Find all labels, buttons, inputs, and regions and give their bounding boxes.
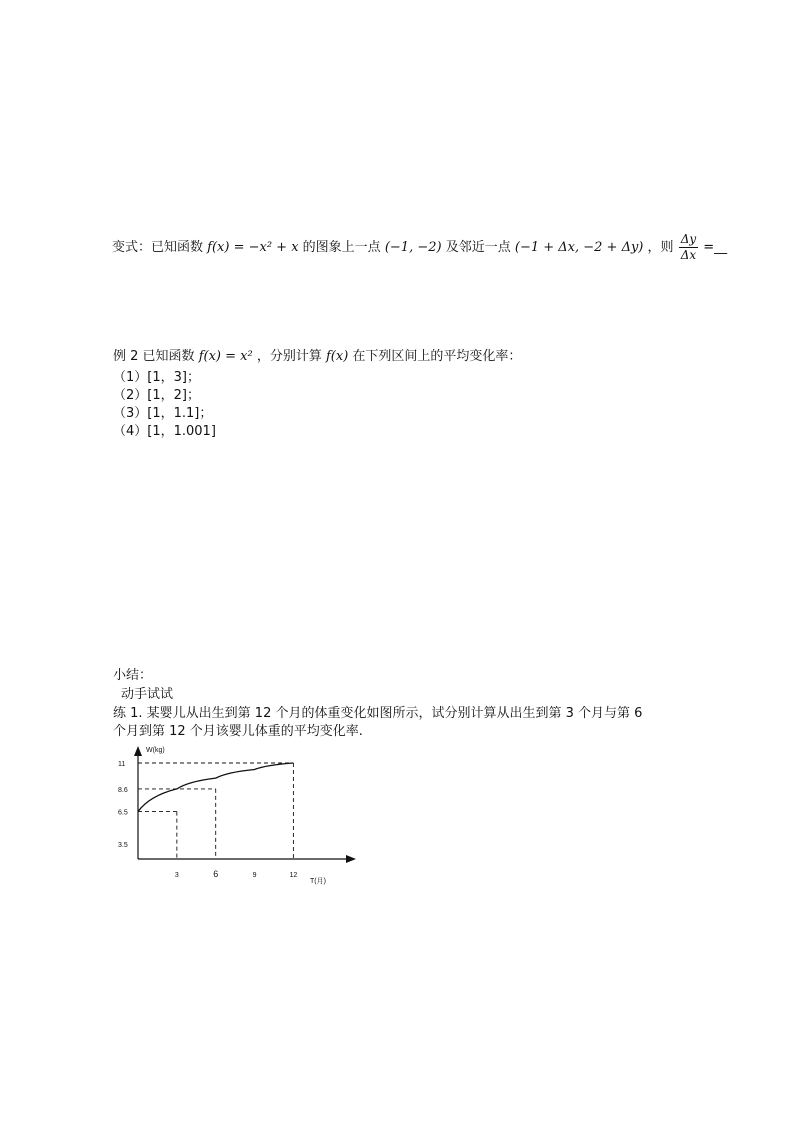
- fraction-denominator: Δx: [680, 248, 697, 262]
- x-axis-arrow: [346, 855, 356, 863]
- y-tick-label: 8.6: [118, 786, 128, 794]
- variant-point2: (−1 + Δx, −2 + Δy): [514, 240, 644, 255]
- variant-text1: 的图象上一点: [302, 240, 381, 255]
- summary-subtitle: 动手试试: [121, 687, 174, 702]
- x-axis-label: T(月): [310, 878, 326, 885]
- x-tick-label: 12: [289, 872, 298, 879]
- delta-fraction: [679, 232, 698, 263]
- variant-text3: ，则: [647, 240, 674, 255]
- example2-text2: 在下列区间上的平均变化率：: [352, 349, 522, 364]
- exercise-line-2: 个月到第 12 个月该婴儿体重的平均变化率.: [113, 724, 363, 739]
- example2-label: 例 2 已知函数: [113, 349, 195, 364]
- y-tick-label: 6.5: [118, 809, 128, 817]
- answer-blank: =__: [703, 240, 728, 255]
- y-tick-label: 11: [118, 761, 126, 768]
- variant-function: f(x) = −x² + x: [207, 240, 299, 255]
- x-tick-label: 3: [174, 872, 179, 879]
- summary-title: 小结：: [113, 668, 153, 683]
- list-item: （2）[1，2]；: [113, 388, 200, 403]
- y-axis-label: W(kg): [146, 747, 165, 754]
- variant-point1: (−1, −2): [384, 240, 442, 255]
- list-item: （1）[1，3]；: [113, 370, 200, 385]
- y-axis-arrow: [134, 746, 142, 756]
- exercise-line-1: 练 1. 某婴儿从出生到第 12 个月的体重变化如图所示，试分别计算从出生到第 3 个月与第 6: [113, 706, 643, 721]
- example2-function: f(x) = x²: [198, 349, 253, 364]
- x-tick-label: 9: [252, 872, 257, 879]
- example2-line: [113, 348, 521, 366]
- fraction-numerator: Δy: [680, 232, 697, 246]
- variant-label: 变式：已知函数: [112, 240, 204, 255]
- list-item: （3）[1，1.1]；: [113, 406, 213, 421]
- list-item: （4）[1，1.001]: [113, 424, 216, 439]
- variant-line: [112, 232, 727, 263]
- x-tick-label: 6: [213, 869, 219, 879]
- example2-text1: ，分别计算: [256, 349, 322, 364]
- example2-fx: f(x): [325, 349, 349, 364]
- variant-text2: 及邻近一点: [445, 240, 511, 255]
- growth-curve: [138, 763, 293, 812]
- y-tick-label: 3.5: [118, 842, 128, 849]
